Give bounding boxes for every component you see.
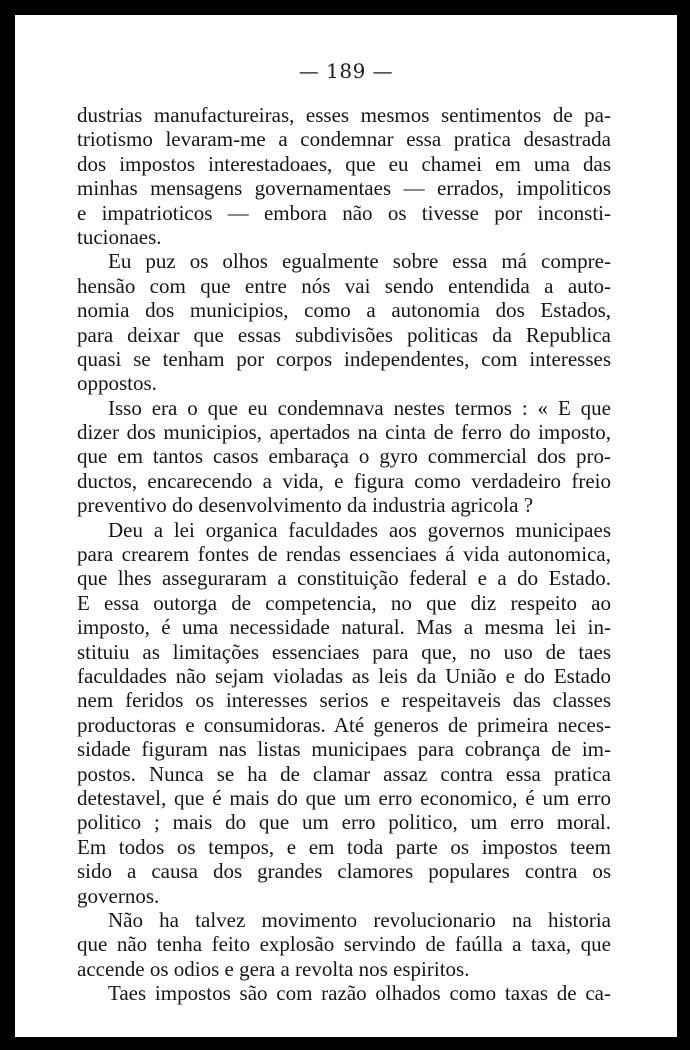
text-line: sido a causa dos grandes clamores populares contra os (77, 859, 611, 884)
book-page (15, 15, 677, 1037)
text-line: nem feridos os interesses serios e respeitaveis das classes (77, 688, 611, 713)
text-line: Em todos os tempos, e em toda parte os impostos teem (77, 834, 611, 859)
text-line: preventivo do desenvolvimento da industria agricola ? (77, 493, 534, 518)
text-line: que não tenha feito explosão servindo de faúlla a taxa, que (77, 932, 611, 957)
text-line: ductos, encarecendo a vida, e figura como verdadeiro freio (77, 468, 611, 493)
text-line: Eu puz os olhos egualmente sobre essa má compre- (108, 249, 611, 274)
text-line: detestavel, que é mais do que um erro economico, é um erro (77, 785, 611, 810)
text-line: Taes impostos são com razão olhados como taxas de ca- (108, 981, 611, 1006)
text-line: para deixar que essas subdivisões politicas da Republica (77, 322, 611, 347)
text-line: nomia dos municipios, como a autonomia dos Estados, (77, 298, 611, 323)
text-line: sidade figuram nas listas municipaes para cobrança de im- (77, 737, 611, 762)
text-line: stituiu as limitações essenciaes para que, no uso de taes (77, 639, 611, 664)
text-line: dos impostos interestadoaes, que eu chamei em uma das (77, 151, 611, 176)
text-line: politico ; mais do que um erro politico, um erro moral. (77, 810, 611, 835)
text-line: hensão com que entre nós vai sendo entendida a auto- (77, 273, 611, 298)
text-line: que lhes asseguraram a constituição federal e a do Estado. (77, 566, 611, 591)
text-line: tucionaes. (77, 224, 162, 249)
text-line: E essa outorga de competencia, no que diz respeito ao (77, 590, 611, 615)
text-line: faculdades não sejam violadas as leis da União e do Estado (77, 663, 611, 688)
text-line: Isso era o que eu condemnava nestes termos : « E que (108, 395, 611, 420)
text-line: quasi se tenham por corpos independentes, com interesses (77, 346, 611, 371)
text-line: Deu a lei organica faculdades aos governos municipaes (108, 517, 611, 542)
text-line: imposto, é uma necessidade natural. Mas a mesma lei in- (77, 615, 611, 640)
text-line: governos. (77, 883, 160, 908)
text-line: oppostos. (77, 371, 157, 396)
text-line: que em tantos casos embaraça o gyro commercial dos pro- (77, 444, 611, 469)
text-line: productoras e consumidoras. Até generos de primeira neces- (77, 712, 611, 737)
text-line: postos. Nunca se ha de clamar assaz contra essa pratica (77, 761, 611, 786)
text-line: minhas mensagens governamentaes — errados, impoliticos (77, 176, 611, 201)
text-line: dustrias manufactureiras, esses mesmos sentimentos de pa- (77, 103, 611, 127)
page-number: — 189 — (298, 59, 394, 83)
text-line: para crearem fontes de rendas essenciaes á vida autonomica, (77, 542, 611, 567)
text-line: accende os odios e gera a revolta nos espiritos. (77, 956, 470, 981)
text-line: e impatrioticos — embora não os tivesse por inconsti- (77, 200, 611, 225)
text-line: triotismo levaram-me a condemnar essa pratica desastrada (77, 127, 611, 152)
text-line: dizer dos municipios, apertados na cinta de ferro do imposto, (77, 420, 611, 445)
body-text (77, 103, 611, 1005)
text-line: Não ha talvez movimento revolucionario na historia (108, 907, 611, 932)
